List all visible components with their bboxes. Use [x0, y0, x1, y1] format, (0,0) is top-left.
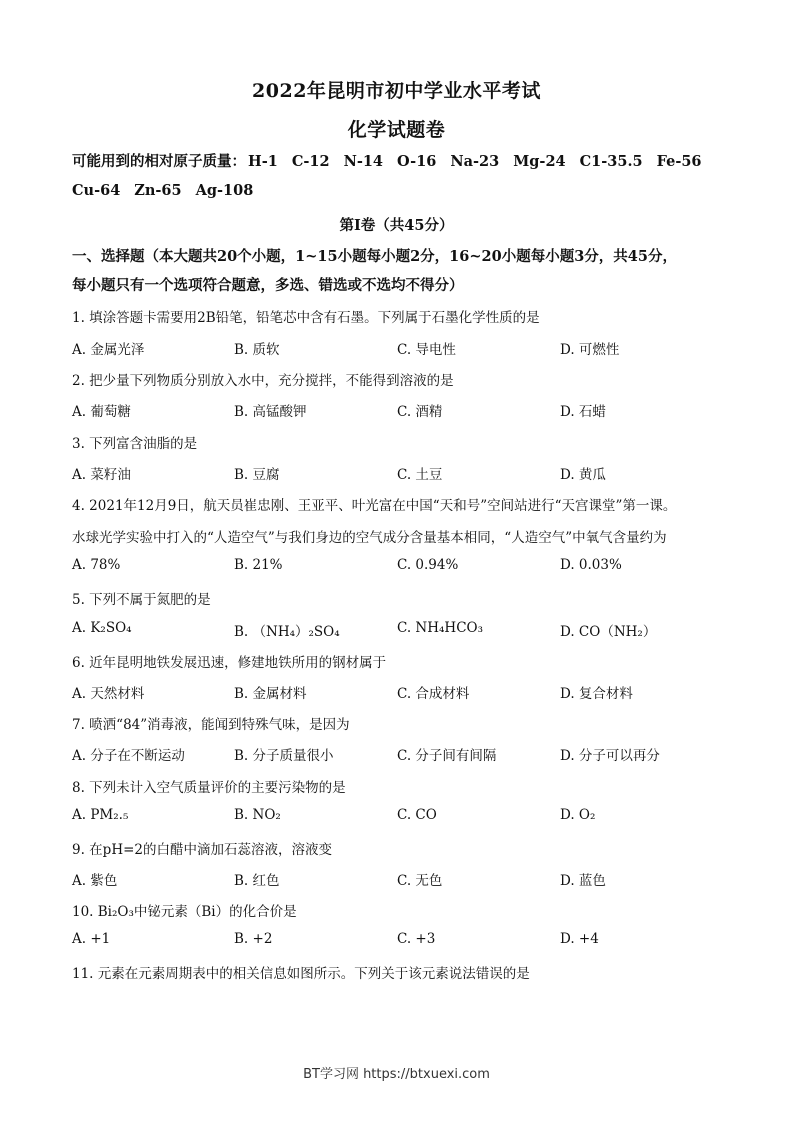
- option-b: B. 质软: [234, 342, 280, 358]
- option-d: D. 可燃性: [560, 342, 620, 358]
- option-b: B. 高锰酸钾: [234, 404, 307, 420]
- option-b: B. 分子质量很小: [234, 748, 334, 764]
- option-a: A. 紫色: [72, 873, 118, 889]
- question-3-options: [72, 463, 732, 483]
- option-c: C. CO: [397, 807, 437, 823]
- atomic-mass-item: Fe-56: [656, 153, 702, 170]
- option-a: A. 金属光泽: [72, 342, 145, 358]
- question-4-stem: 4. 2021年12月9日，航天员崔忠刚、王亚平、叶光富在中国“天和号”空间站进行“天宫课堂”第一课。: [72, 498, 677, 514]
- option-c: C. 无色: [397, 873, 443, 889]
- atomic-mass-item: O-16: [397, 153, 437, 170]
- question-1-stem: 1. 填涂答题卡需要用2B铅笔，铅笔芯中含有石墨。下列属于石墨化学性质的是: [72, 310, 540, 326]
- option-d: D. O₂: [560, 807, 596, 823]
- question-10-stem: 10. Bi₂O₃中铋元素（Bi）的化合价是: [72, 904, 297, 920]
- option-d: D. +4: [560, 931, 599, 947]
- question-4-options: [72, 557, 732, 577]
- option-c: C. 酒精: [397, 404, 443, 420]
- part-title: 第Ⅰ卷（共45分）: [339, 217, 454, 234]
- atomic-mass-item: Na-23: [450, 153, 500, 170]
- question-2-stem: 2. 把少量下列物质分别放入水中，充分搅拌，不能得到溶液的是: [72, 373, 454, 389]
- option-c: C. 分子间有间隔: [397, 748, 497, 764]
- atomic-mass-item: Zn-65: [134, 182, 182, 199]
- option-c: C. 导电性: [397, 342, 456, 358]
- option-c: C. 0.94%: [397, 557, 459, 573]
- option-a: A. K₂SO₄: [72, 620, 132, 636]
- instruction-line-2: 每小题只有一个选项符合题意，多选、错选或不选均不得分）: [72, 277, 464, 294]
- question-2-options: [72, 400, 732, 420]
- option-c: C. +3: [397, 931, 436, 947]
- atomic-mass-item: C1-35.5: [579, 153, 643, 170]
- exam-title: 2022年昆明市初中学业水平考试: [252, 80, 541, 102]
- atomic-mass-item: N-14: [343, 153, 384, 170]
- question-4-stem-continued: 水球光学实验中打入的“人造空气”与我们身边的空气成分含量基本相同，“人造空气”中氧气含量约为: [72, 530, 667, 546]
- question-5-stem: 5. 下列不属于氮肥的是: [72, 592, 211, 608]
- atomic-mass-row-1: [72, 150, 716, 171]
- atomic-mass-item: Cu-64: [72, 182, 121, 199]
- option-d: D. 蓝色: [560, 873, 606, 889]
- option-d: D. 分子可以再分: [560, 748, 660, 764]
- page-footer: BT学习网 https://btxuexi.com: [303, 1067, 490, 1082]
- atomic-mass-item: Ag-108: [195, 182, 254, 199]
- question-10-options: [72, 931, 732, 951]
- option-a: A. 天然材料: [72, 686, 145, 702]
- option-a: A. 菜籽油: [72, 467, 131, 483]
- option-b: B. 金属材料: [234, 686, 307, 702]
- option-a: A. 葡萄糖: [72, 404, 131, 420]
- option-a: A. +1: [72, 931, 111, 947]
- option-d: D. 石蜡: [560, 404, 606, 420]
- question-8-options: [72, 807, 732, 827]
- atomic-mass-item: H-1: [248, 153, 278, 170]
- option-d: D. 复合材料: [560, 686, 633, 702]
- option-b: B. （NH₄）₂SO₄: [234, 624, 340, 640]
- question-5-options: [72, 620, 732, 640]
- option-b: B. NO₂: [234, 807, 281, 823]
- question-6-stem: 6. 近年昆明地铁发展迅速，修建地铁所用的钢材属于: [72, 655, 387, 671]
- question-7-stem: 7. 喷洒“84”消毒液，能闻到特殊气味，是因为: [72, 717, 350, 733]
- option-c: C. NH₄HCO₃: [397, 620, 484, 636]
- option-b: B. 豆腐: [234, 467, 280, 483]
- atomic-mass-item: C-12: [291, 153, 330, 170]
- option-d: D. CO（NH₂）: [560, 624, 657, 640]
- option-a: A. PM₂.₅: [72, 807, 129, 823]
- exam-subtitle: 化学试题卷: [347, 119, 446, 141]
- option-d: D. 黄瓜: [560, 467, 606, 483]
- option-b: B. 21%: [234, 557, 283, 573]
- atomic-mass-row-2: [72, 182, 267, 199]
- atomic-mass-label: 可能用到的相对原子质量：: [72, 153, 246, 170]
- option-c: C. 合成材料: [397, 686, 470, 702]
- question-11-stem: 11. 元素在元素周期表中的相关信息如图所示。下列关于该元素说法错误的是: [72, 966, 530, 982]
- option-a: A. 分子在不断运动: [72, 748, 185, 764]
- question-1-options: [72, 338, 732, 358]
- question-3-stem: 3. 下列富含油脂的是: [72, 436, 198, 452]
- option-b: B. 红色: [234, 873, 280, 889]
- question-6-options: [72, 682, 732, 702]
- question-8-stem: 8. 下列未计入空气质量评价的主要污染物的是: [72, 780, 346, 796]
- option-d: D. 0.03%: [560, 557, 622, 573]
- atomic-mass-item: Mg-24: [513, 153, 566, 170]
- instruction-line-1: 一、选择题（本大题共20个小题，1~15小题每小题2分，16~20小题每小题3分，共45分，: [72, 248, 677, 265]
- option-b: B. +2: [234, 931, 273, 947]
- question-7-options: [72, 744, 732, 764]
- option-a: A. 78%: [72, 557, 121, 573]
- question-9-options: [72, 869, 732, 889]
- question-9-stem: 9. 在pH=2的白醋中滴加石蕊溶液，溶液变: [72, 842, 332, 858]
- option-c: C. 土豆: [397, 467, 443, 483]
